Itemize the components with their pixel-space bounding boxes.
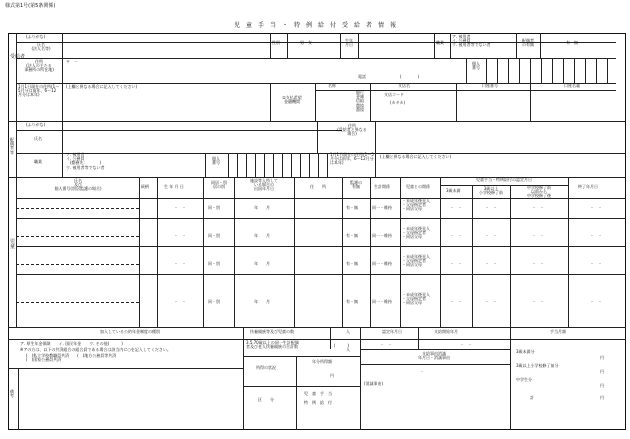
child-header-name: 氏名 及び 個人番号(別居監護の場合): [54, 178, 102, 192]
pay-start-value: ・ ・: [460, 342, 472, 347]
child-date-under3: ・ ・: [450, 233, 462, 238]
child-header-birth: 生 年 月 日: [164, 184, 184, 189]
bank-types: 銀行 金庫 信組 農協 漁協: [356, 90, 364, 112]
child-birth: ・ ・: [174, 233, 186, 238]
amount-unit: 円: [600, 395, 604, 400]
amount-unit: 円: [600, 369, 604, 374]
child-cohab: 同・別: [208, 233, 220, 238]
spouse-flag-label: 配偶者 の有無: [522, 38, 534, 48]
child-school-date: 年 月: [254, 233, 270, 238]
gender-label: 性別: [272, 40, 280, 45]
child-date-primary: ・ ・: [485, 205, 497, 210]
spouse-personal-no-label: 個人 番号: [212, 156, 220, 166]
bank-label: ①支払希望 金融機関: [282, 95, 302, 105]
kubun-values: 児 童 手 当 特 例 給 付: [304, 391, 332, 405]
child-header-custody: 監護の 有無: [350, 180, 362, 190]
branch-code-label: 支店コード: [384, 92, 404, 97]
child-school-date: 年 月: [254, 261, 270, 266]
child-date-under3: ・ ・: [450, 261, 462, 266]
dependents-value: ( ): [334, 343, 350, 348]
bank-header-holder: 口座名義: [564, 83, 580, 88]
child-date-middle: ・ ・: [532, 261, 544, 266]
child-header-relationship: 児童との関係: [406, 184, 430, 189]
birth-label: 生年 月日: [345, 38, 353, 48]
amount-unit: 円: [600, 355, 604, 360]
child-header-relation: 続柄: [141, 184, 149, 189]
child-end-date: ・ ・: [590, 261, 602, 266]
child-relationship: ・未成年後見人 ・父母指定者 ・同居父母: [402, 292, 430, 306]
pay-start-header: 支給開始年月: [434, 329, 458, 334]
child-header-end-date: 終了年月日: [578, 184, 598, 189]
form-title: 児 童 手 当 ・ 特 例 給 付 受 給 者 情 報: [233, 22, 396, 29]
phone-parens: ( ): [400, 74, 420, 79]
child-date-under3: ・ ・: [450, 205, 462, 210]
child-end-date: ・ ・: [590, 205, 602, 210]
child-cohab: 同・別: [208, 261, 220, 266]
child-relationship: ・未成年後見人 ・父母指定者 ・同居父母: [402, 254, 430, 268]
target-count-value: 人: [346, 329, 350, 334]
kubun-label: 区 分: [258, 397, 274, 402]
child-date-primary: ・ ・: [485, 261, 497, 266]
recipient-address-label: 住所 (法人の主たる 事務所の所在地): [24, 59, 54, 73]
pension-header: 加入している公的年金制度の種別: [100, 329, 160, 334]
spouse-flag-value: 有・無: [566, 40, 578, 45]
spouse-jan1-note: (上欄と異なる場合に記入してください): [380, 154, 452, 159]
income-year-label: 年分所得額: [312, 359, 332, 364]
spouse-section-label: 配偶者等: [10, 137, 14, 155]
amount-item-middle: 中学生分: [516, 377, 532, 382]
child-header-address: 住 所: [310, 184, 326, 189]
jan1-address-label: 1月1日現在の住所(1～5月分は前年、6～12月分は本年): [18, 84, 60, 98]
cert-date-header: 認定年月日: [382, 329, 402, 334]
child-header-school: 施設等入所して いる場合の 出国年月日: [250, 178, 278, 192]
child-end-date: ・ ・: [590, 299, 602, 304]
child-relationship: ・未成年後見人 ・父母指定者 ・同居父母: [402, 198, 430, 212]
recipient-section-label: 受給者: [10, 54, 26, 60]
postal-mark: 〒 －: [66, 59, 78, 64]
birth-value: ・ ・: [398, 40, 410, 45]
spouse-job-options: ア. 被用者 イ. 公務員 (勤務先： ) ウ. 被用者等でない者: [66, 152, 105, 170]
child-custody: 有・無: [346, 205, 358, 210]
child-header-cohab: 同居・別 居の別: [211, 180, 227, 190]
spouse-job-label: 職業: [34, 159, 42, 164]
amount-item-under3: 3歳未満分: [516, 349, 535, 354]
child-header-middle: 中学校修了前 以前から 中学校修了後: [527, 185, 551, 199]
child-header-to-primary: 3歳以上 小学校修了前: [479, 186, 503, 196]
bank-header-branch: 支店名: [398, 83, 410, 88]
spouse-furigana-label: (ふりがな): [26, 122, 46, 127]
income-yen: 円: [330, 373, 334, 378]
personal-no-label: 個人 番号: [472, 61, 480, 71]
child-date-middle: ・ ・: [532, 205, 544, 210]
spouse-address-label: 住所 (受給者と異なる 場合): [337, 123, 367, 137]
child-birth: ・ ・: [174, 261, 186, 266]
bank-header-account: 口座番号: [482, 83, 498, 88]
phone-label: 電話: [358, 74, 366, 79]
pension-note: ※アの方は、以下の共済組合の組合員である場合は該当内に○を記入してください。: [20, 347, 171, 352]
child-custody: 有・無: [346, 233, 358, 238]
target-count-header: 扶養親族等及び児童の数: [250, 329, 294, 334]
child-header-livelihood: 生計関係: [374, 184, 390, 189]
child-relationship: ・未成年後見人 ・父母指定者 ・同居父母: [402, 226, 430, 240]
jan1-note: (上欄と異なる場合に記入してください): [66, 84, 138, 89]
child-custody: 有・無: [346, 261, 358, 266]
child-custody: 有・無: [346, 299, 358, 304]
dependents-unit: 人: [346, 347, 350, 352]
branch-kana-label: (カタカ): [390, 100, 406, 105]
amount-item-total: 計: [530, 395, 534, 400]
form-id: 様式第1号(第5条関係): [5, 3, 56, 9]
child-livelihood: 同一・維持: [372, 205, 392, 210]
amount-item-primary: 3歳以上小学校修了前分: [516, 363, 559, 368]
gender-value: 男・女: [300, 40, 312, 45]
income-label: 所得の状況: [256, 365, 276, 370]
pension-options: ア. 厚生年金保険 イ. 国民年金 ウ. その他( ): [20, 341, 123, 346]
job-options: ア. 被用者 イ. 公務員 ウ. 被用者等でない者: [452, 34, 491, 48]
remarks-label: 備考: [10, 389, 14, 399]
cert-date-value: ・ ・: [380, 342, 392, 347]
child-cohab: 同・別: [208, 205, 220, 210]
child-livelihood: 同一・維持: [372, 261, 392, 266]
recipient-furigana-label: (ふりがな): [26, 34, 46, 39]
child-birth: ・ ・: [174, 205, 186, 210]
stop-label: 支給事由消滅 年月日・消滅事由: [418, 351, 450, 361]
child-cohab: 同・別: [208, 299, 220, 304]
bank-header-name: 名称: [328, 83, 336, 88]
pension-checks: ( )私立学校教職員共済 ( )地方公務員等共済 ( )国家公務員共済: [26, 353, 117, 363]
child-header-under3: 3歳未満: [446, 188, 461, 193]
job-label: 職業: [436, 40, 444, 45]
form-frame: [8, 33, 626, 430]
child-date-under3: ・ ・: [450, 299, 462, 304]
recipient-name-label: 氏名 (法人名等): [31, 42, 51, 52]
child-school-date: 年 月: [254, 205, 270, 210]
child-date-middle: ・ ・: [532, 233, 544, 238]
child-header-age-group: 児童手当・特例給付の認定月日: [476, 177, 532, 182]
child-end-date: ・ ・: [590, 233, 602, 238]
child-date-primary: ・ ・: [485, 233, 497, 238]
dependents-label: 3.5.70歳以上の同一生計配偶 者及び老人扶養親族の合計数: [246, 340, 299, 350]
spouse-jan1-label: 1月1日現在の住所(1～5月分は前年、6～12月分は本年): [330, 152, 374, 166]
child-livelihood: 同一・維持: [372, 233, 392, 238]
child-livelihood: 同一・維持: [372, 299, 392, 304]
child-date-primary: ・ ・: [485, 299, 497, 304]
spouse-name-label: 氏名: [34, 136, 42, 141]
child-birth: ・ ・: [174, 299, 186, 304]
child-school-date: 年 月: [254, 299, 270, 304]
child-date-middle: ・ ・: [532, 299, 544, 304]
amount-header: 手当月額: [550, 329, 566, 334]
amount-unit: 円: [600, 383, 604, 388]
children-section-label: 児童: [10, 239, 16, 251]
stop-reason: (消滅事由): [364, 381, 384, 386]
stop-value: ・: [420, 369, 424, 374]
